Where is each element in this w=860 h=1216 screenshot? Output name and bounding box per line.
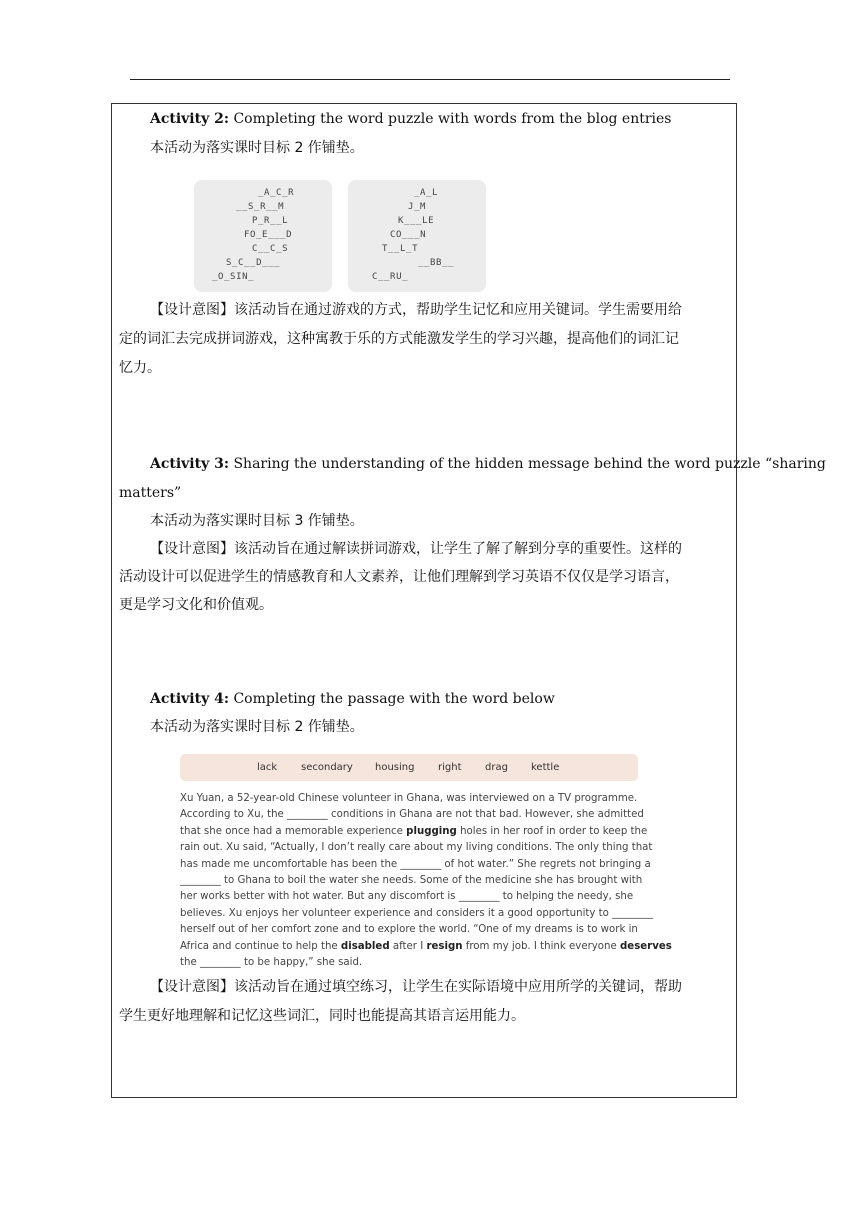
- word-bank-item: kettle: [531, 762, 560, 773]
- word-bank-item: drag: [485, 762, 508, 773]
- passage-line: rain out. Xu said, “Actually, I don’t really care about my living conditions. The only thing that: [180, 842, 653, 854]
- puzzle-row: S_C__D___: [226, 258, 281, 268]
- activity-2-intent: 【设计意图】该活动旨在通过游戏的方式，帮助学生记忆和应用关键词。学生需要用给: [150, 302, 682, 318]
- passage-line: that she once had a memorable experience plugging holes in her roof in order to keep the: [180, 825, 648, 837]
- activity-3-intent: 更是学习文化和价值观。: [119, 597, 273, 613]
- puzzle-row: _A_L: [414, 188, 439, 198]
- passage-line: believes. Xu enjoys her volunteer experience and considers it a good opportunity to ________: [180, 907, 653, 919]
- word-bank-item: right: [438, 762, 462, 773]
- word-bank: [180, 754, 638, 781]
- word-puzzle-right: [348, 180, 486, 292]
- puzzle-row: C__RU_: [372, 272, 409, 282]
- puzzle-row: K___LE: [398, 216, 435, 226]
- word-bank-item: lack: [257, 762, 278, 773]
- cloze-passage: [180, 791, 672, 971]
- activity-2-intent: 定的词汇去完成拼词游戏，这种寓教于乐的方式能激发学生的学习兴趣，提高他们的词汇记: [119, 331, 679, 347]
- passage-line: herself out of her comfort zone and to explore the world. “One of my dreams is to work in: [180, 924, 638, 936]
- activity-3-heading-cont: matters”: [119, 485, 182, 501]
- puzzle-row: FO_E___D: [244, 230, 293, 240]
- puzzle-row: _O_SIN_: [212, 272, 255, 282]
- puzzle-row: P_R__L: [252, 216, 289, 226]
- puzzle-row: C__C_S: [252, 244, 289, 254]
- header-rule: [130, 79, 730, 80]
- activity-4-note: 本活动为落实课时目标 2 作铺垫。: [150, 719, 364, 735]
- activity-3-heading: Activity 3: Sharing the understanding of the hidden message behind the word puzzle “sharing: [150, 456, 826, 472]
- puzzle-row: CO___N: [390, 230, 427, 240]
- activity-4-intent: 【设计意图】该活动旨在通过填空练习，让学生在实际语境中应用所学的关键词，帮助: [150, 979, 682, 995]
- activity-2-note: 本活动为落实课时目标 2 作铺垫。: [150, 140, 364, 156]
- activity-3-intent: 活动设计可以促进学生的情感教育和人文素养，让他们理解到学习英语不仅仅是学习语言，: [119, 569, 679, 585]
- passage-line: Xu Yuan, a 52-year-old Chinese volunteer in Ghana, was interviewed on a TV programme.: [180, 793, 638, 804]
- passage-line: According to Xu, the ________ conditions in Ghana are not that bad. However, she admitted: [180, 809, 644, 821]
- passage-line: Africa and continue to help the disabled after I resign from my job. I think everyone deserves: [180, 940, 672, 952]
- activity-3-note: 本活动为落实课时目标 3 作铺垫。: [150, 513, 364, 529]
- puzzle-row: J_M: [408, 202, 427, 212]
- word-bank-item: housing: [375, 762, 415, 773]
- word-bank-item: secondary: [301, 762, 353, 773]
- passage-line: her works better with hot water. But any discomfort is ________ to helping the needy, she: [180, 891, 634, 903]
- activity-2-heading: Activity 2: Completing the word puzzle with words from the blog entries: [150, 111, 672, 127]
- passage-line: ________ to Ghana to boil the water she needs. Some of the medicine she has brought with: [180, 875, 643, 887]
- word-puzzle-left: [194, 180, 332, 292]
- passage-line: has made me uncomfortable has been the ________ of hot water.” She regrets not bringing a: [180, 858, 651, 870]
- puzzle-row: __BB__: [418, 258, 455, 268]
- puzzle-row: __S_R__M: [236, 202, 285, 212]
- activity-2-intent: 忆力。: [119, 360, 161, 376]
- puzzle-row: _A_C_R: [258, 188, 295, 198]
- puzzle-row: T__L_T: [382, 244, 419, 254]
- passage-line: the ________ to be happy,” she said.: [180, 957, 363, 969]
- activity-4-intent: 学生更好地理解和记忆这些词汇，同时也能提高其语言运用能力。: [119, 1008, 525, 1024]
- activity-4-heading: Activity 4: Completing the passage with the word below: [150, 691, 555, 707]
- activity-3-intent: 【设计意图】该活动旨在通过解读拼词游戏，让学生了解了解到分享的重要性。这样的: [150, 541, 682, 557]
